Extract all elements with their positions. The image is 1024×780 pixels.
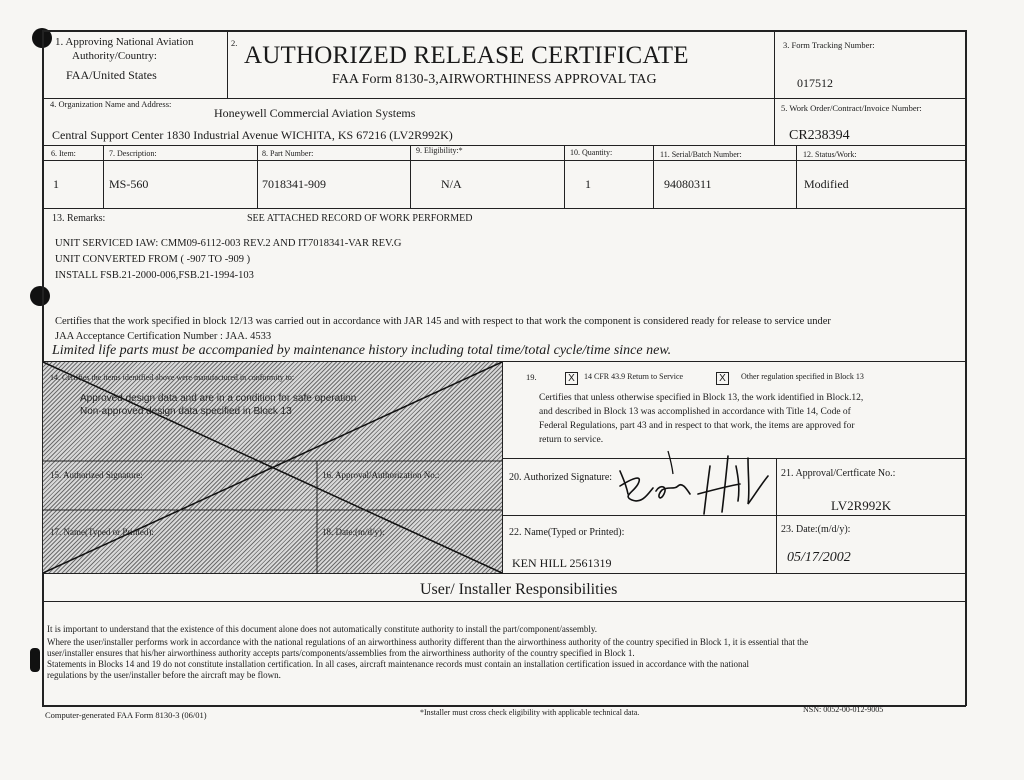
work-order-number: CR238394: [789, 128, 850, 143]
block1-value: FAA/United States: [66, 68, 157, 82]
checkbox-return-to-service[interactable]: X: [565, 372, 578, 385]
responsibilities-p3b: regulations by the user/installer before the aircraft may be flown.: [47, 670, 281, 680]
responsibilities-title: User/ Installer Responsibilities: [420, 581, 618, 598]
check-cfr-label: 14 CFR 43.9 Return to Service: [584, 372, 684, 381]
check-other-regulation[interactable]: [716, 369, 729, 387]
cell-part-number: 7018341-909: [262, 177, 326, 191]
block14-nonapproved: Non-approved design data specified in Block 13: [80, 406, 292, 417]
header-quantity: 10. Quantity:: [570, 148, 613, 157]
block14-label: 14. Certifies the items identified above were manufactured in conformity to:: [50, 373, 295, 382]
remarks-line-3: INSTALL FSB.21-2000-006,FSB.21-1994-103: [55, 270, 254, 281]
block23-label: 23. Date:(m/d/y):: [781, 524, 851, 535]
block14-approved: Approved design data and are in a condition for safe operation: [80, 393, 357, 404]
cell-item: 1: [53, 177, 59, 191]
block20-label: 20. Authorized Signature:: [509, 472, 613, 483]
jaa-number: JAA Acceptance Certification Number : JAA. 4533: [55, 331, 272, 342]
block19-text-2: and described in Block 13 was accomplished in accordance with Title 14, Code of: [539, 407, 851, 417]
check-other-label: Other regulation specified in Block 13: [741, 372, 864, 381]
header-part-number: 8. Part Number:: [262, 149, 314, 158]
authorized-signature: [598, 446, 776, 522]
limited-life-note: Limited life parts must be accompanied by maintenance history including total time/total cycle/time since new.: [52, 343, 672, 358]
block1-label: 1. Approving National Aviation: [55, 36, 194, 48]
responsibilities-p2b: user/installer ensures that his/her airworthiness authority accepts parts/components/assemblies from the airworthiness authority of the country specified in Block 1.: [47, 648, 635, 658]
block19-text-4: return to service.: [539, 435, 604, 445]
block2-label: 2.: [231, 38, 238, 48]
form-subtitle: FAA Form 8130-3,AIRWORTHINESS APPROVAL TAG: [332, 72, 657, 87]
remarks-line-1: UNIT SERVICED IAW: CMM09-6112-003 REV.2 AND IT7018341-VAR REV.G: [55, 238, 402, 249]
cell-eligibility: N/A: [441, 177, 462, 191]
block18-label: 18. Date:(m/d/y):: [322, 527, 385, 537]
block22-label: 22. Name(Typed or Printed):: [509, 527, 625, 538]
block21-label: 21. Approval/Certficate No.:: [781, 468, 896, 479]
header-item: 6. Item:: [51, 149, 76, 158]
block16-label: 16. Approval/Authorization No.:: [322, 470, 440, 480]
block15-label: 15. Authorized Signature:: [50, 470, 143, 480]
block19-text-1: Certifies that unless otherwise specified in Block 13, the work identified in Block.12,: [539, 393, 864, 403]
printed-name: KEN HILL 2561319: [512, 556, 612, 570]
block19-label: 19.: [526, 372, 537, 382]
header-serial: 11. Serial/Batch Number:: [660, 150, 742, 159]
checkbox-other-regulation[interactable]: X: [716, 372, 729, 385]
remarks-heading: SEE ATTACHED RECORD OF WORK PERFORMED: [247, 213, 473, 224]
cell-description: MS-560: [109, 177, 149, 191]
footer-eligibility-note: *Installer must cross check eligibility with applicable technical data.: [420, 708, 640, 717]
block1-label-2: Authority/Country:: [72, 50, 157, 62]
date-value: 05/17/2002: [787, 550, 851, 565]
footer-form-id: Computer-generated FAA Form 8130-3 (06/01): [45, 710, 207, 720]
block5-label: 5. Work Order/Contract/Invoice Number:: [781, 103, 922, 113]
form-title: AUTHORIZED RELEASE CERTIFICATE: [244, 42, 689, 69]
remarks-label: 13. Remarks:: [52, 213, 106, 224]
cell-serial: 94080311: [664, 177, 712, 191]
block4-label: 4. Organization Name and Address:: [50, 99, 172, 109]
org-name: Honeywell Commercial Aviation Systems: [214, 106, 416, 120]
responsibilities-p2a: Where the user/installer performs work in accordance with the national regulations of an airworthiness authority different than the airworthiness authority of the country specified in Block 1, it is essential that the: [47, 637, 809, 647]
responsibilities-p3a: Statements in Blocks 14 and 19 do not constitute installation certification. In all cases, aircraft maintenance records must contain an installation certification issued in accordance with the national: [47, 659, 750, 669]
certification-text: Certifies that the work specified in block 12/13 was carried out in accordance with JAR 145 and with respect to that work the component is considered ready for release to service under: [55, 316, 831, 327]
block17-label: 17. Name(Typed or Printed):: [50, 527, 154, 537]
remarks-line-2: UNIT CONVERTED FROM ( -907 TO -909 ): [55, 254, 251, 265]
approval-certificate-number: LV2R992K: [831, 498, 892, 513]
header-status: 12. Status/Work:: [803, 150, 857, 159]
tracking-number: 017512: [797, 76, 833, 90]
cell-status: Modified: [804, 177, 849, 191]
check-cfr-43-9[interactable]: [565, 369, 578, 387]
punch-hole-middle: [30, 286, 50, 306]
cell-quantity: 1: [585, 177, 591, 191]
header-eligibility: 9. Eligibility:*: [416, 146, 463, 155]
responsibilities-p1: It is important to understand that the existence of this document alone does not automatically constitute authority to install the part/component/assembly.: [47, 624, 598, 634]
org-address: Central Support Center 1830 Industrial Avenue WICHITA, KS 67216 (LV2R992K): [52, 128, 453, 142]
punch-hole-bottom: [30, 648, 40, 672]
block19-text-3: Federal Regulations, part 43 and in respect to that work, the items are approved for: [539, 421, 855, 431]
block3-label: 3. Form Tracking Number:: [783, 40, 875, 50]
header-description: 7. Description:: [109, 149, 157, 158]
footer-nsn: NSN: 0052-00-012-9005: [803, 705, 884, 714]
